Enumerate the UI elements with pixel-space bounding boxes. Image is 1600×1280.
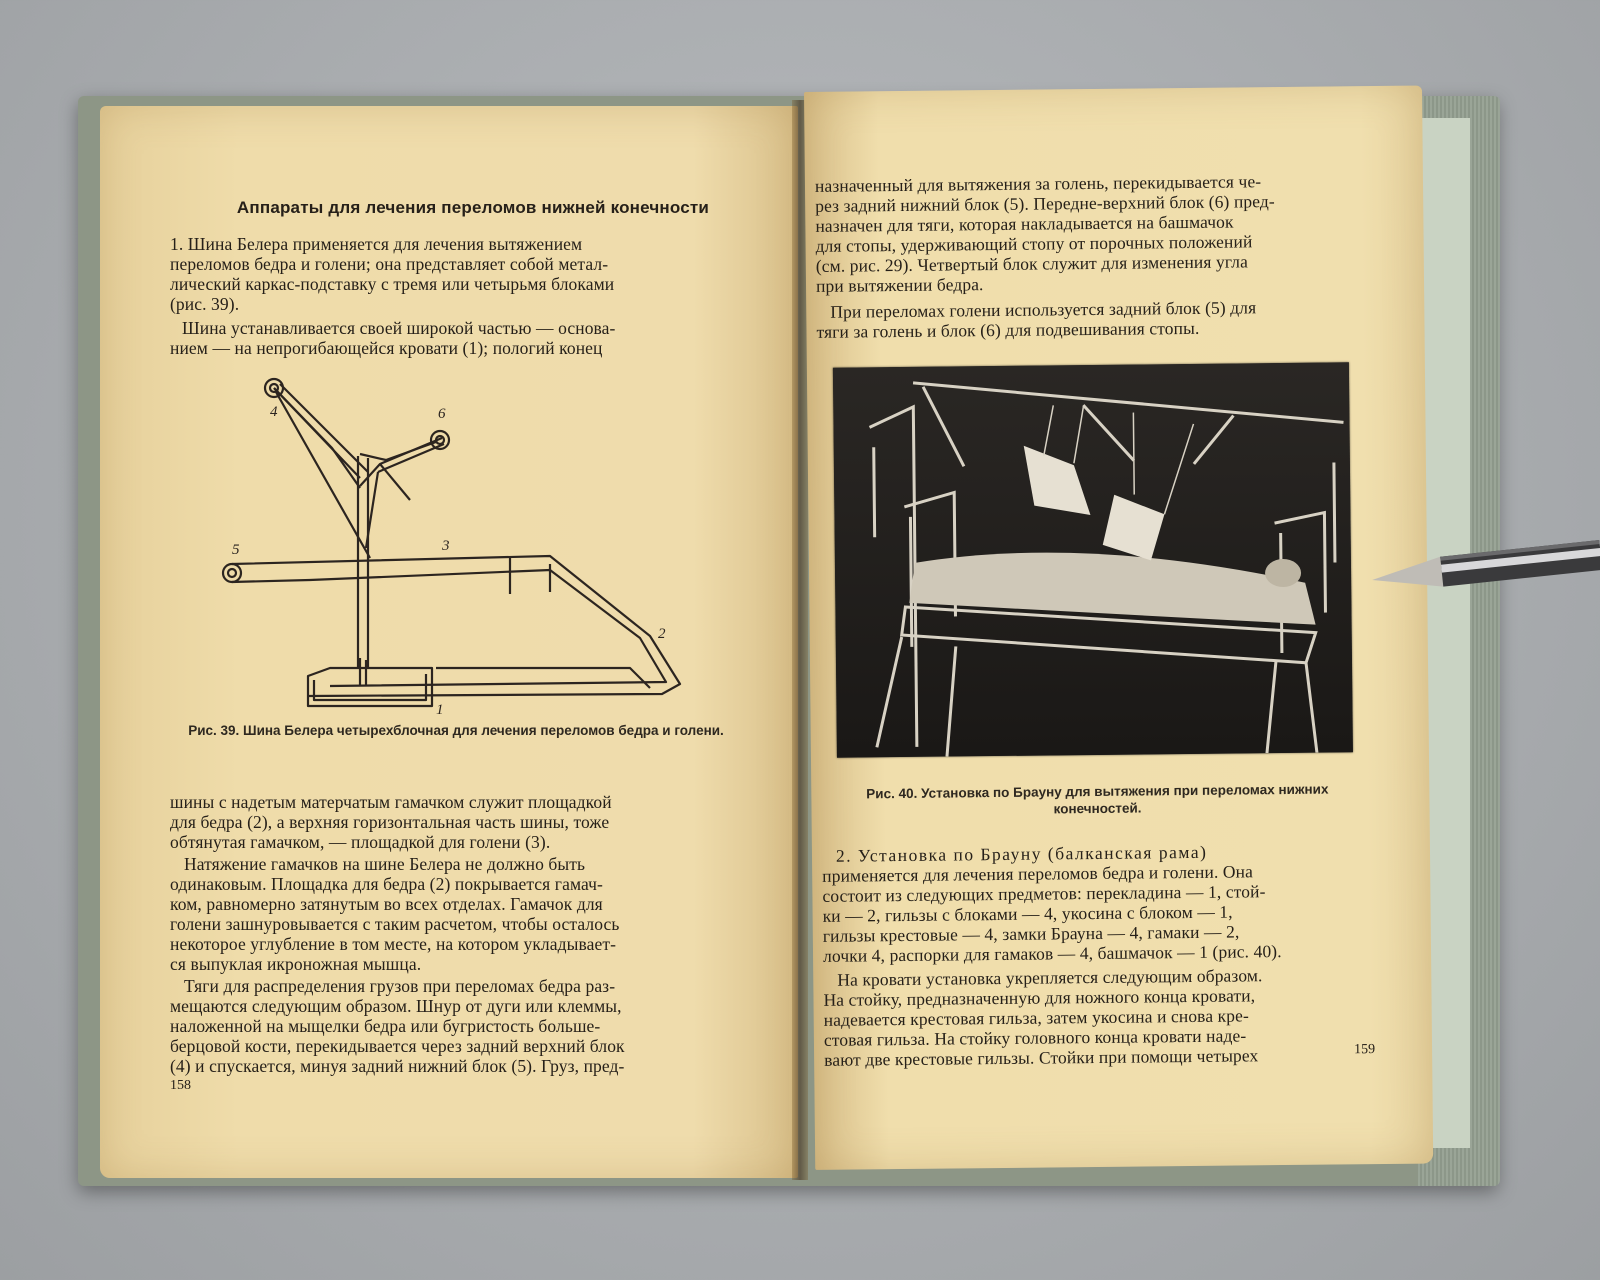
text-line: На стойку, предназначенную для ножного конца кровати, <box>823 985 1256 1010</box>
text-line: наложенной на мыщелки бедра или бугристость больше- <box>170 1016 601 1036</box>
figure-40-caption: Рис. 40. Установка по Брауну для вытяжения при переломах нижних конечностей. <box>866 781 1329 817</box>
text-line: (4) и спускается, минуя задний нижний блок (5). Груз, пред- <box>170 1056 625 1076</box>
text-line: вают две крестовые гильзы. Стойки при помощи четырех <box>824 1045 1259 1070</box>
right-page <box>804 86 1433 1170</box>
splint-diagram <box>210 368 690 718</box>
text-line: одинаковым. Площадка для бедра (2) покрывается гамач- <box>170 874 603 894</box>
text-line: при вытяжении бедра. <box>815 274 984 296</box>
left-paragraph-4 <box>170 854 744 974</box>
text-line: Шина устанавливается своей широкой частью — основа- <box>182 318 616 338</box>
text-line: На кровати установка укрепляется следующим образом. <box>837 965 1263 990</box>
text-line: 2. Установка по Брауну (балканская рама) <box>835 841 1208 866</box>
page-number-right: 159 <box>1353 1042 1376 1058</box>
figure-39-caption: Рис. 39. Шина Белера четырехблочная для лечения переломов бедра и голени. <box>188 723 724 738</box>
figure-label-3: 3 <box>442 538 450 554</box>
text-line: (см. рис. 29). Четвертый блок служит для изменения угла <box>815 251 1249 276</box>
text-line: ся выпуклая икроножная мышца. <box>170 954 422 974</box>
right-paragraph-2 <box>816 296 1362 342</box>
braun-frame-photo <box>833 362 1353 757</box>
text-line: голени зашнуровывается с таким расчетом, чтобы осталось <box>170 914 620 934</box>
section-heading: Аппараты для лечения переломов нижней конечности <box>236 198 710 217</box>
left-paragraph-3 <box>170 792 744 852</box>
text-line: (рис. 39). <box>170 294 240 314</box>
right-paragraph-1 <box>815 170 1362 296</box>
figure-label-1: 1 <box>436 702 444 718</box>
text-line: ки — 2, гильзы с блоками — 4, укосина с блоком — 1, <box>822 901 1233 926</box>
figure-label-6: 6 <box>438 406 446 422</box>
left-paragraph-2 <box>170 318 744 358</box>
text-line: некоторое углубление в том месте, на котором укладывает- <box>170 934 617 954</box>
text-line: нием — на непрогибающейся кровати (1); пологий конец <box>170 338 603 358</box>
text-line: обтянутая гамачком, — площадкой для голени (3). <box>170 832 551 852</box>
figure-label-2: 2 <box>658 626 666 642</box>
text-line: берцовой кости, перекидывается через задний верхний блок <box>170 1036 625 1056</box>
figure-label-4: 4 <box>270 404 278 420</box>
figure-label-5: 5 <box>232 542 240 558</box>
text-line: переломов бедра и голени; она представляет собой метал- <box>170 254 609 274</box>
text-line: назначен для тяги, которая накладывается на башмачок <box>815 211 1234 236</box>
text-line: надевается крестовая гильза, затем укосина и снова кре- <box>823 1005 1249 1030</box>
text-line: лочки 4, распорки для гамаков — 4, башмачок — 1 (рис. 40). <box>822 941 1282 966</box>
photo-drawing <box>833 362 1353 757</box>
page-number-left: 158 <box>170 1078 191 1093</box>
text-line: стовая гильза. На стойку головного конца кровати наде- <box>823 1025 1247 1050</box>
right-paragraph-4 <box>823 964 1370 1070</box>
text-line: 1. Шина Белера применяется для лечения вытяжением <box>170 234 583 254</box>
right-paragraph-3 <box>822 840 1369 966</box>
text-line: для бедра (2), а верхняя горизонтальная часть шины, тоже <box>170 812 610 832</box>
left-paragraph-5 <box>170 976 744 1076</box>
text-line: гильзы крестовые — 4, замки Брауна — 4, гамаки — 2, <box>822 921 1240 946</box>
text-line: мещаются следующим образом. Шнур от дуги или клеммы, <box>170 996 622 1016</box>
text-line: тяги за голень и блок (6) для подвешивания стопы. <box>816 317 1200 342</box>
left-paragraph-1 <box>170 234 744 314</box>
text-line: При переломах голени используется задний блок (5) для <box>830 297 1257 322</box>
text-line: назначенный для вытяжения за голень, перекидывается че- <box>814 171 1262 196</box>
text-line: ком, равномерно затянутым во всех отделах. Гамачок для <box>170 894 603 914</box>
text-line: рез задний нижний блок (5). Передне-верхний блок (6) пред- <box>815 191 1275 216</box>
text-line: состоит из следующих предметов: перекладина — 1, стой- <box>822 881 1266 906</box>
text-line: Натяжение гамачков на шине Белера не должно быть <box>184 854 586 874</box>
text-line: для стопы, удерживающий стопу от порочных положений <box>815 231 1253 256</box>
text-line: шины с надетым матерчатым гамачком служит площадкой <box>170 792 612 812</box>
left-page <box>100 106 798 1178</box>
text-line: лический каркас-подставку с тремя или четырьмя блоками <box>170 274 615 294</box>
text-line: Тяги для распределения грузов при переломах бедра раз- <box>184 976 616 996</box>
text-line: применяется для лечения переломов бедра и голени. Она <box>822 861 1254 886</box>
